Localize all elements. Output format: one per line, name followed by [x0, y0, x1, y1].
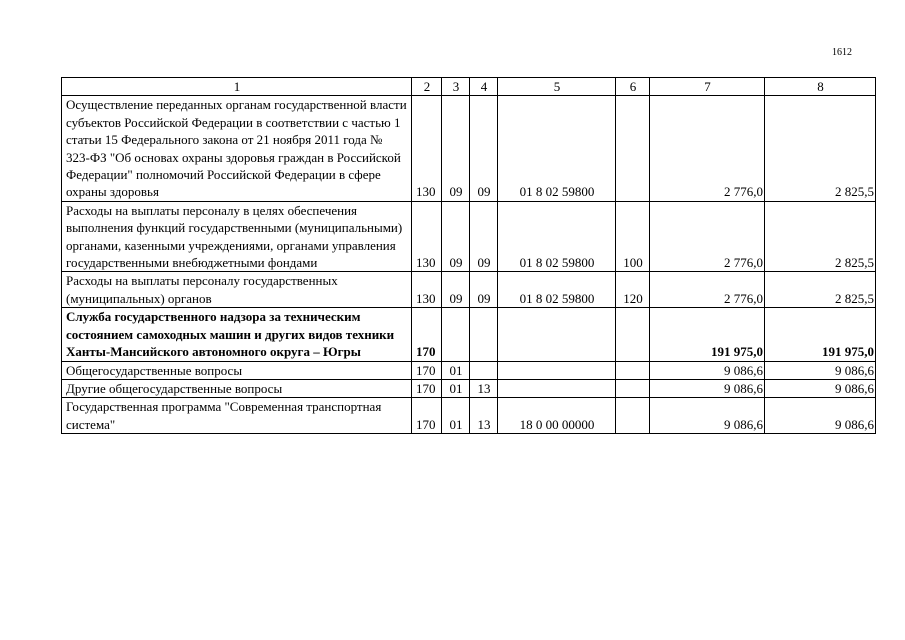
- table-row: [62, 272, 876, 308]
- cell-sum-year-1: 2 776,0: [650, 96, 765, 201]
- column-header: 4: [470, 78, 498, 96]
- cell-sum-year-2: 9 086,6: [765, 361, 876, 379]
- cell-ministry-code: 170: [412, 361, 442, 379]
- cell-target-article: 01 8 02 59800: [498, 201, 616, 272]
- budget-table: [61, 77, 876, 434]
- cell-name: Служба государственного надзора за техническим состоянием самоходных машин и других видов техники Ханты-Мансийского автономного округа – Югры: [62, 308, 412, 361]
- cell-section-code: [442, 308, 470, 361]
- cell-target-article: [498, 361, 616, 379]
- header-row: [62, 78, 876, 96]
- column-header: 5: [498, 78, 616, 96]
- column-header: 6: [616, 78, 650, 96]
- column-header: 8: [765, 78, 876, 96]
- cell-subsection-code: [470, 361, 498, 379]
- cell-sum-year-2: 191 975,0: [765, 308, 876, 361]
- cell-ministry-code: 170: [412, 398, 442, 434]
- cell-name: Расходы на выплаты персоналу государственных (муниципальных) органов: [62, 272, 412, 308]
- cell-subsection-code: 09: [470, 201, 498, 272]
- table-row: [62, 201, 876, 272]
- cell-expense-type: 100: [616, 201, 650, 272]
- cell-name: Расходы на выплаты персоналу в целях обеспечения выполнения функций государственными (муниципальными) органами, казенными учреждениями, органами управления государственными внебюджетными фондами: [62, 201, 412, 272]
- cell-name: Государственная программа "Современная транспортная система": [62, 398, 412, 434]
- cell-sum-year-1: 2 776,0: [650, 201, 765, 272]
- table-row: [62, 361, 876, 379]
- cell-name: Общегосударственные вопросы: [62, 361, 412, 379]
- cell-sum-year-2: 9 086,6: [765, 379, 876, 397]
- cell-section-code: 01: [442, 361, 470, 379]
- column-header: 7: [650, 78, 765, 96]
- cell-section-code: 01: [442, 398, 470, 434]
- cell-target-article: [498, 379, 616, 397]
- cell-section-code: 09: [442, 201, 470, 272]
- cell-subsection-code: 13: [470, 398, 498, 434]
- cell-subsection-code: 09: [470, 96, 498, 201]
- cell-sum-year-1: 9 086,6: [650, 379, 765, 397]
- cell-expense-type: [616, 96, 650, 201]
- cell-ministry-code: 170: [412, 379, 442, 397]
- table-row: [62, 379, 876, 397]
- cell-target-article: 01 8 02 59800: [498, 272, 616, 308]
- table-row: [62, 96, 876, 201]
- cell-ministry-code: 130: [412, 201, 442, 272]
- cell-expense-type: [616, 379, 650, 397]
- page-number: 1612: [832, 47, 852, 58]
- table-row: [62, 308, 876, 361]
- cell-name: Осуществление переданных органам государственной власти субъектов Российской Федерации в соответствии с частью 1 статьи 15 Федерального закона от 21 ноября 2011 года № 323-ФЗ "Об основах охраны здоровья граждан в Российской Федерации" полномочий Российской Федерации в сфере охраны здоровья: [62, 96, 412, 201]
- cell-sum-year-2: 2 825,5: [765, 272, 876, 308]
- cell-section-code: 09: [442, 96, 470, 201]
- cell-expense-type: 120: [616, 272, 650, 308]
- table-body: [62, 96, 876, 434]
- cell-sum-year-2: 9 086,6: [765, 398, 876, 434]
- cell-subsection-code: 13: [470, 379, 498, 397]
- cell-ministry-code: 130: [412, 96, 442, 201]
- cell-subsection-code: 09: [470, 272, 498, 308]
- cell-sum-year-1: 191 975,0: [650, 308, 765, 361]
- cell-sum-year-1: 9 086,6: [650, 361, 765, 379]
- column-header: 3: [442, 78, 470, 96]
- cell-target-article: [498, 308, 616, 361]
- cell-sum-year-1: 9 086,6: [650, 398, 765, 434]
- cell-sum-year-1: 2 776,0: [650, 272, 765, 308]
- cell-target-article: 18 0 00 00000: [498, 398, 616, 434]
- cell-sum-year-2: 2 825,5: [765, 96, 876, 201]
- column-header: 2: [412, 78, 442, 96]
- column-header: 1: [62, 78, 412, 96]
- cell-expense-type: [616, 398, 650, 434]
- cell-ministry-code: 170: [412, 308, 442, 361]
- cell-target-article: 01 8 02 59800: [498, 96, 616, 201]
- cell-section-code: 01: [442, 379, 470, 397]
- cell-section-code: 09: [442, 272, 470, 308]
- cell-expense-type: [616, 308, 650, 361]
- table-row: [62, 398, 876, 434]
- cell-sum-year-2: 2 825,5: [765, 201, 876, 272]
- cell-ministry-code: 130: [412, 272, 442, 308]
- cell-subsection-code: [470, 308, 498, 361]
- cell-name: Другие общегосударственные вопросы: [62, 379, 412, 397]
- cell-expense-type: [616, 361, 650, 379]
